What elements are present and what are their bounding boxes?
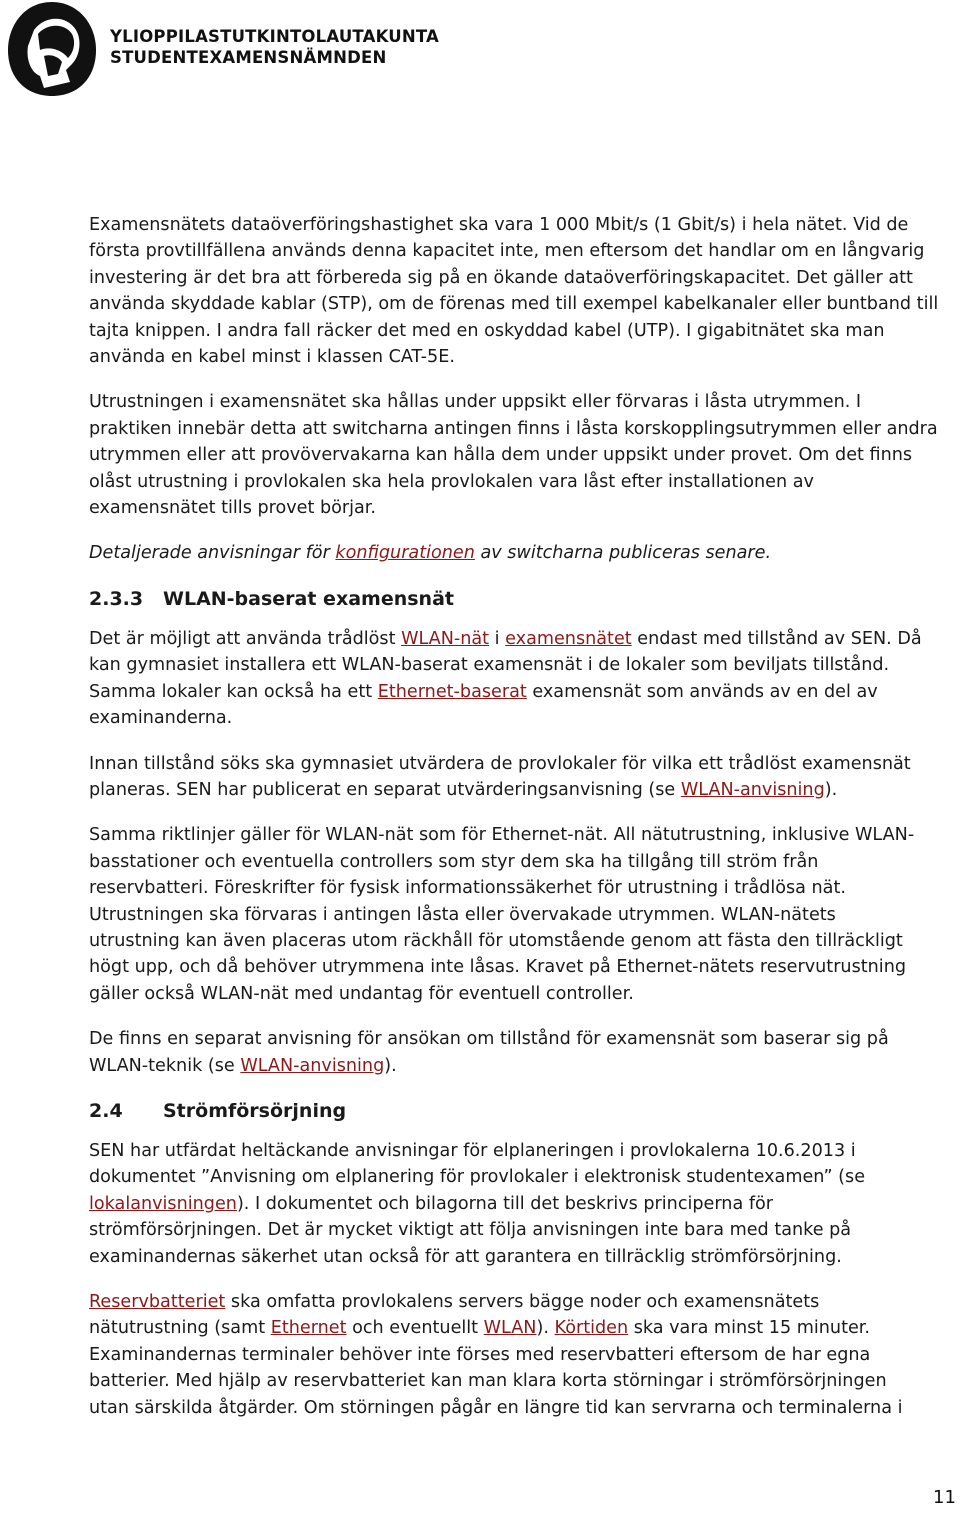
section-number: 2.3.3 — [89, 587, 144, 610]
text-line: SEN har utfärdat heltäckande anvisningar för elplaneringen i provlokalerna 10.6.2013 i — [89, 1140, 856, 1161]
text-segment: planeras. SEN har publicerat en separat utvärderingsanvisning (se — [89, 779, 681, 800]
text-segment: Detaljerade anvisningar för — [89, 543, 336, 564]
text-segment: ). — [824, 779, 838, 800]
organization-logo — [4, 0, 100, 98]
text-line: Innan tillstånd söks ska gymnasiet utvärdera de provlokaler för vilka ett trådlöst examensnät — [89, 753, 911, 774]
paragraph-transfer-speed — [89, 212, 960, 370]
text-line: Utrustningen i examensnätet ska hållas under uppsikt eller förvaras i låsta utrymmen. I — [89, 392, 862, 413]
organization-name-swedish: STUDENTEXAMENSNÄMNDEN — [110, 48, 387, 67]
link-reservbatteriet[interactable]: Reservbatteriet — [89, 1292, 226, 1312]
link-wlan-nat[interactable]: WLAN-nät — [401, 628, 490, 649]
paragraph-wlan-permission — [89, 626, 960, 732]
text-line: utan särskilda åtgärder. Om störningen pågår en längre tid kan servrarna och terminalerna i — [89, 1397, 903, 1418]
text-segment: i — [489, 628, 506, 649]
text-line: dokumentet ”Anvisning om elplanering för provlokaler i elektronisk studentexamen” (se — [89, 1167, 866, 1188]
text-line: batterier. Med hjälp av reservbatteriet kan man klara korta störningar i strömförsörjningen — [89, 1371, 887, 1392]
paragraph-wlan-guidelines — [89, 822, 960, 1007]
text-segment: ska vara minst 15 minuter. — [628, 1318, 871, 1339]
link-konfigurationen[interactable]: konfigurationen — [335, 543, 475, 564]
text-line: högt upp, och då behöver utrymmena inte låsas. Kravet på Ethernet-nätets reservutrustning — [89, 957, 907, 978]
text-line: De finns en separat anvisning för ansökan om tillstånd för examensnät som baserar sig på — [89, 1029, 889, 1050]
text-line: examinandernas säkerhet utan också för att garantera en tillräcklig strömförsörjning. — [89, 1246, 842, 1267]
link-wlan[interactable]: WLAN — [483, 1318, 537, 1339]
text-segment: ). — [384, 1055, 397, 1076]
text-segment: och eventuellt — [346, 1318, 484, 1339]
text-line: examensnätet tills provet börjar. — [89, 498, 377, 519]
text-line: investering är det bra att förbereda sig på en ökande dataöverföringskapacitet. Det gäller att — [89, 267, 913, 288]
text-line: strömförsörjningen. Det är mycket viktigt att följa anvisningen inte bara med tanke på — [89, 1220, 852, 1241]
page-number: 11 — [933, 1487, 956, 1508]
text-segment: ska omfatta provlokalens servers bägge noder och examensnätets — [225, 1292, 820, 1312]
link-wlan-anvisning[interactable]: WLAN-anvisning — [680, 779, 825, 800]
text-line: utrymmen eller att provövervakarna kan hålla dem under uppsikt under provet. Om det finns — [89, 445, 913, 466]
section-title: WLAN-baserat examensnät — [163, 587, 454, 610]
text-line: tajta knippen. I andra fall räcker det med en oskyddad kabel (UTP). I gigabitnätet ska man — [89, 320, 885, 341]
text-line: första provtillfällena används denna kapacitet inte, men eftersom det handlar om en långvarig — [89, 241, 925, 262]
text-segment: Det är möjligt att använda trådlöst — [89, 628, 402, 649]
text-line: Samma riktlinjer gäller för WLAN-nät som för Ethernet-nät. All nätutrustning, inklusive WLAN- — [89, 825, 915, 846]
text-line: examinanderna. — [89, 708, 233, 729]
section-heading-2-4 — [89, 1098, 960, 1124]
text-segment: examensnät som används av en del av — [526, 681, 878, 702]
link-wlan-anvisning[interactable]: WLAN-anvisning — [240, 1055, 385, 1076]
section-number: 2.4 — [89, 1099, 123, 1122]
text-line: Examensnätets dataöverföringshastighet ska vara 1 000 Mbit/s (1 Gbit/s) i hela nätet. Vid de — [89, 215, 909, 235]
paragraph-evaluation-before-application — [89, 751, 960, 804]
paragraph-reserve-battery — [89, 1289, 960, 1421]
link-ethernet[interactable]: Ethernet — [270, 1318, 347, 1339]
text-line: reservbatteri. Föreskrifter för fysisk informationssäkerhet för utrustning i trådlösa nät. — [89, 878, 846, 899]
text-line: använda skyddade kablar (STP), om de förenas med till exempel kabelkanaler eller buntband till — [89, 294, 939, 315]
section-heading-2-3-3 — [89, 586, 960, 612]
text-segment: ). I dokumentet och bilagorna till det beskrivs principerna för — [236, 1193, 774, 1214]
text-segment: WLAN-teknik (se — [89, 1055, 241, 1076]
document-body — [89, 212, 960, 1440]
text-line: kan gymnasiet installera ett WLAN-baserat examensnät i de lokaler som beviljats tillstånd. — [89, 655, 890, 676]
text-line: Utrustningen ska förvaras i antingen låsta eller övervakade utrymmen. WLAN-nätets — [89, 904, 836, 925]
text-line: praktiken innebär detta att switcharna antingen finns i låsta korskopplingsutrymmen eller andra — [89, 418, 938, 439]
text-line: Examinandernas terminaler behöver inte förses med reservbatteri eftersom de har egna — [89, 1344, 871, 1365]
link-ethernet-baserat[interactable]: Ethernet-baserat — [377, 681, 527, 702]
organization-name-finnish: YLIOPPILASTUTKINTOLAUTAKUNTA — [110, 27, 440, 46]
paragraph-switch-configuration-note — [89, 540, 960, 566]
paragraph-wlan-application — [89, 1026, 960, 1079]
text-segment: Samma lokaler kan också ha ett — [89, 681, 378, 702]
section-title: Strömförsörjning — [163, 1099, 347, 1122]
text-line: gäller också WLAN-nät med undantag för eventuell controller. — [89, 983, 634, 1004]
text-segment: ). — [536, 1318, 555, 1339]
link-kortiden[interactable]: Körtiden — [554, 1318, 629, 1339]
link-lokalanvisningen[interactable]: lokalanvisningen — [89, 1193, 237, 1214]
text-line: utrustning kan även placeras utom räckhåll för utomstående genom att fästa den tillräckligt — [89, 930, 903, 951]
text-segment: nätutrustning (samt — [89, 1318, 271, 1339]
text-line: använda en kabel minst i klassen CAT-5E. — [89, 347, 455, 368]
text-segment: endast med tillstånd av SEN. Då — [631, 628, 922, 649]
paragraph-equipment-supervision — [89, 389, 960, 521]
link-examensnatet[interactable]: examensnätet — [505, 628, 632, 649]
text-segment: av switcharna publiceras senare. — [474, 543, 772, 564]
text-line: olåst utrustning i provlokalen ska hela provlokalen vara låst efter installationen av — [89, 471, 814, 492]
text-line: basstationer och eventuella controllers som styr dem ska ha tillgång till ström från — [89, 851, 819, 872]
paragraph-electrical-planning — [89, 1138, 960, 1270]
